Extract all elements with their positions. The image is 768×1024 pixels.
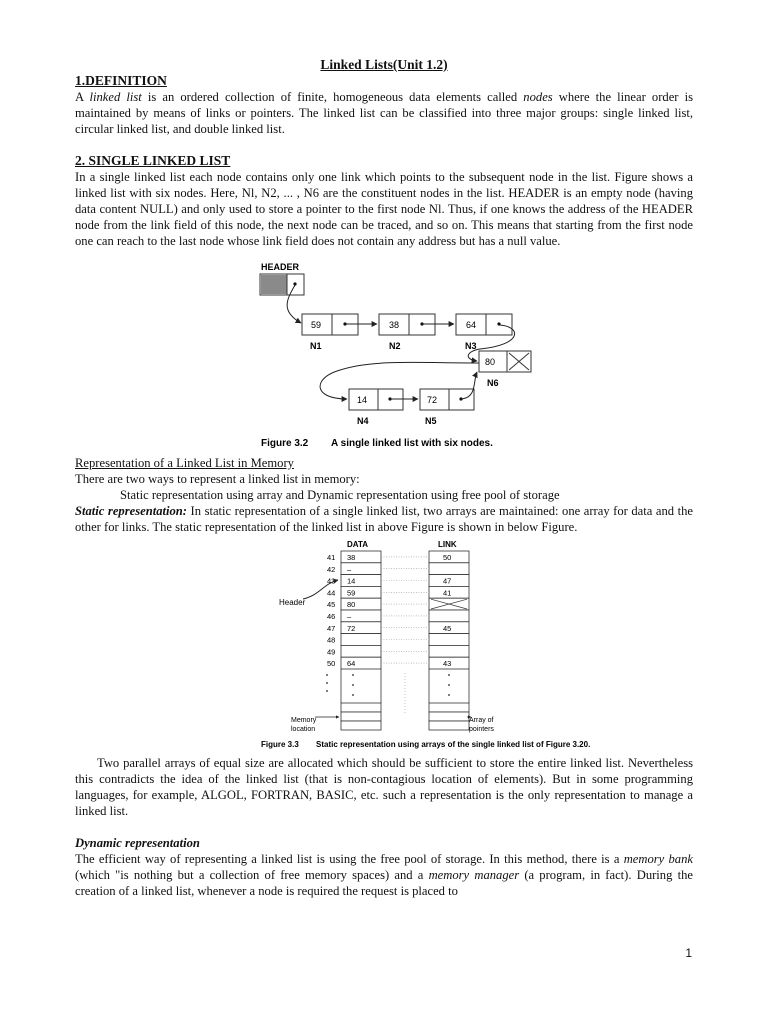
data-value: 72 xyxy=(347,623,356,633)
array-row xyxy=(327,563,469,575)
memory-address: 46 xyxy=(327,612,336,621)
array-row xyxy=(327,634,469,646)
document-page xyxy=(75,56,693,899)
svg-text:64: 64 xyxy=(466,320,477,330)
definition-paragraph: A linked list is an ordered collection of finite, homogeneous data elements called nodes where the linear order is maintained by means of links or pointers. The linked list can be classified into three major groups: single linked list, circular linked list, and double linked list. xyxy=(75,90,693,136)
array-row xyxy=(327,575,469,587)
dynamic-representation-heading: Dynamic representation xyxy=(75,836,200,850)
header-data-shade xyxy=(261,275,287,294)
memory-address: 43 xyxy=(327,576,336,586)
data-value: 80 xyxy=(347,600,356,610)
representation-methods: Static representation using array and Dynamic representation using free pool of storage xyxy=(120,488,560,502)
svg-text:14: 14 xyxy=(357,395,368,405)
node-n4 xyxy=(349,389,403,426)
svg-text:N6: N6 xyxy=(487,378,499,388)
svg-text:38: 38 xyxy=(389,320,400,330)
array-of-pointers-label-2: pointers xyxy=(469,726,494,733)
array-rows xyxy=(315,551,471,730)
link-cell xyxy=(429,645,469,657)
figure-3-2-caption-number: Figure 3.2 xyxy=(261,438,309,449)
array-row xyxy=(327,586,469,598)
memory-address: 47 xyxy=(327,623,336,633)
link-value: 45 xyxy=(443,623,452,633)
page-title: Linked Lists(Unit 1.2) xyxy=(320,57,448,72)
link-value: 47 xyxy=(443,576,452,586)
memory-address: 50 xyxy=(327,659,336,669)
data-cell xyxy=(341,645,381,657)
link-value: 43 xyxy=(443,659,452,669)
dynamic-representation-paragraph: The efficient way of representing a linked list is using the free pool of storage. In this method, there is a memory bank (which "is nothing but a collection of free memory spaces) and a memory manager (a program, in fact). During the creation of a linked list, whenever a node is required the request is placed to xyxy=(75,852,693,898)
single-linked-list-heading: 2. SINGLE LINKED LIST xyxy=(75,153,231,168)
data-value: – xyxy=(347,564,352,574)
svg-text:N4: N4 xyxy=(357,416,369,426)
array-row xyxy=(327,622,469,634)
data-column-header: DATA xyxy=(347,540,369,549)
figure-3-3-caption-text: Static representation using arrays of the single linked list of Figure 3.20. xyxy=(316,740,591,749)
data-cell xyxy=(341,634,381,646)
link-value: 50 xyxy=(443,553,452,562)
array-row xyxy=(327,610,469,622)
node-n1 xyxy=(302,314,358,351)
svg-text:59: 59 xyxy=(311,320,322,330)
memory-address: 44 xyxy=(327,588,336,598)
figure-3-2-caption-text: A single linked list with six nodes. xyxy=(331,438,493,449)
svg-text:N3: N3 xyxy=(465,341,477,351)
memory-address: 48 xyxy=(327,635,336,645)
data-cell xyxy=(341,703,381,712)
page-number: 1 xyxy=(685,946,692,960)
link-column-header: LINK xyxy=(438,540,457,549)
memory-location-label-1: Memory xyxy=(291,717,317,724)
node-n3 xyxy=(456,314,512,351)
data-value: 64 xyxy=(347,659,356,669)
link-cell xyxy=(429,563,469,575)
data-value: 59 xyxy=(347,588,356,598)
data-value: 14 xyxy=(347,576,356,586)
data-value: 38 xyxy=(347,553,356,562)
svg-text:N5: N5 xyxy=(425,416,437,426)
array-row xyxy=(327,551,469,563)
memory-address: 41 xyxy=(327,553,336,562)
parallel-arrays-paragraph: Two parallel arrays of equal size are allocated which should be sufficient to store the entire linked list. Nevertheless this contradicts the idea of the linked list (that is non-contagious location of elements). But in some programming languages, for example, ALGOL, FORTRAN, BASIC, etc. such a representation is the only representation to manage a linked list. xyxy=(75,756,693,818)
header-pointer-label: Header xyxy=(279,598,306,607)
memory-address: 42 xyxy=(327,564,336,574)
svg-text:80: 80 xyxy=(485,357,496,367)
header-node-label: HEADER xyxy=(261,262,300,272)
figure-3-3 xyxy=(75,539,693,769)
memory-location-label-2: location xyxy=(291,726,316,733)
memory-address: 49 xyxy=(327,647,336,657)
link-cell xyxy=(429,703,469,712)
linked-list-diagram xyxy=(75,259,693,453)
link-cell xyxy=(429,712,469,721)
node-n5 xyxy=(420,389,474,426)
link-cell xyxy=(429,634,469,646)
figure-3-3-caption-number: Figure 3.3 xyxy=(261,740,299,749)
node-n2 xyxy=(379,314,435,351)
array-row xyxy=(327,598,469,610)
link-cell xyxy=(429,721,469,730)
svg-text:N2: N2 xyxy=(389,341,401,351)
representation-intro: There are two ways to represent a linked list in memory: xyxy=(75,472,360,486)
array-of-pointers-label-1: Array of xyxy=(469,717,494,724)
representation-heading: Representation of a Linked List in Memory xyxy=(75,456,294,470)
link-cell xyxy=(429,610,469,622)
data-value: – xyxy=(347,612,352,621)
array-row xyxy=(327,645,469,657)
static-representation-paragraph: Static representation: In static representation of a single linked list, two arrays are maintained: one array for data and the other for links. The static representation of the linked list in above Figure is shown in below Figure. xyxy=(75,504,694,534)
static-array-diagram xyxy=(75,539,693,769)
svg-text:N1: N1 xyxy=(310,341,322,351)
array-row xyxy=(327,657,469,669)
memory-address: 45 xyxy=(327,600,336,610)
definition-heading: 1.DEFINITION xyxy=(75,73,167,88)
svg-text:72: 72 xyxy=(427,395,438,405)
data-cell xyxy=(341,721,381,730)
link-value: 41 xyxy=(443,588,452,598)
figure-3-2 xyxy=(75,259,693,453)
data-cell xyxy=(341,712,381,721)
single-linked-list-paragraph: In a single linked list each node contains only one link which points to the subsequent node in the list. Figure shows a linked list with six nodes. Here, Nl, N2, ... , N6 are the constituent nodes in the list. HEADER is an empty node (having data content NULL) and only used to store a pointer to the first node Nl. Thus, if one knows the address of the HEADER node from the link field of this node, the next node can be traced, and so on. This means that starting from the first node one can reach to the last node whose link field does not contain any address but has a null value. xyxy=(75,170,693,248)
